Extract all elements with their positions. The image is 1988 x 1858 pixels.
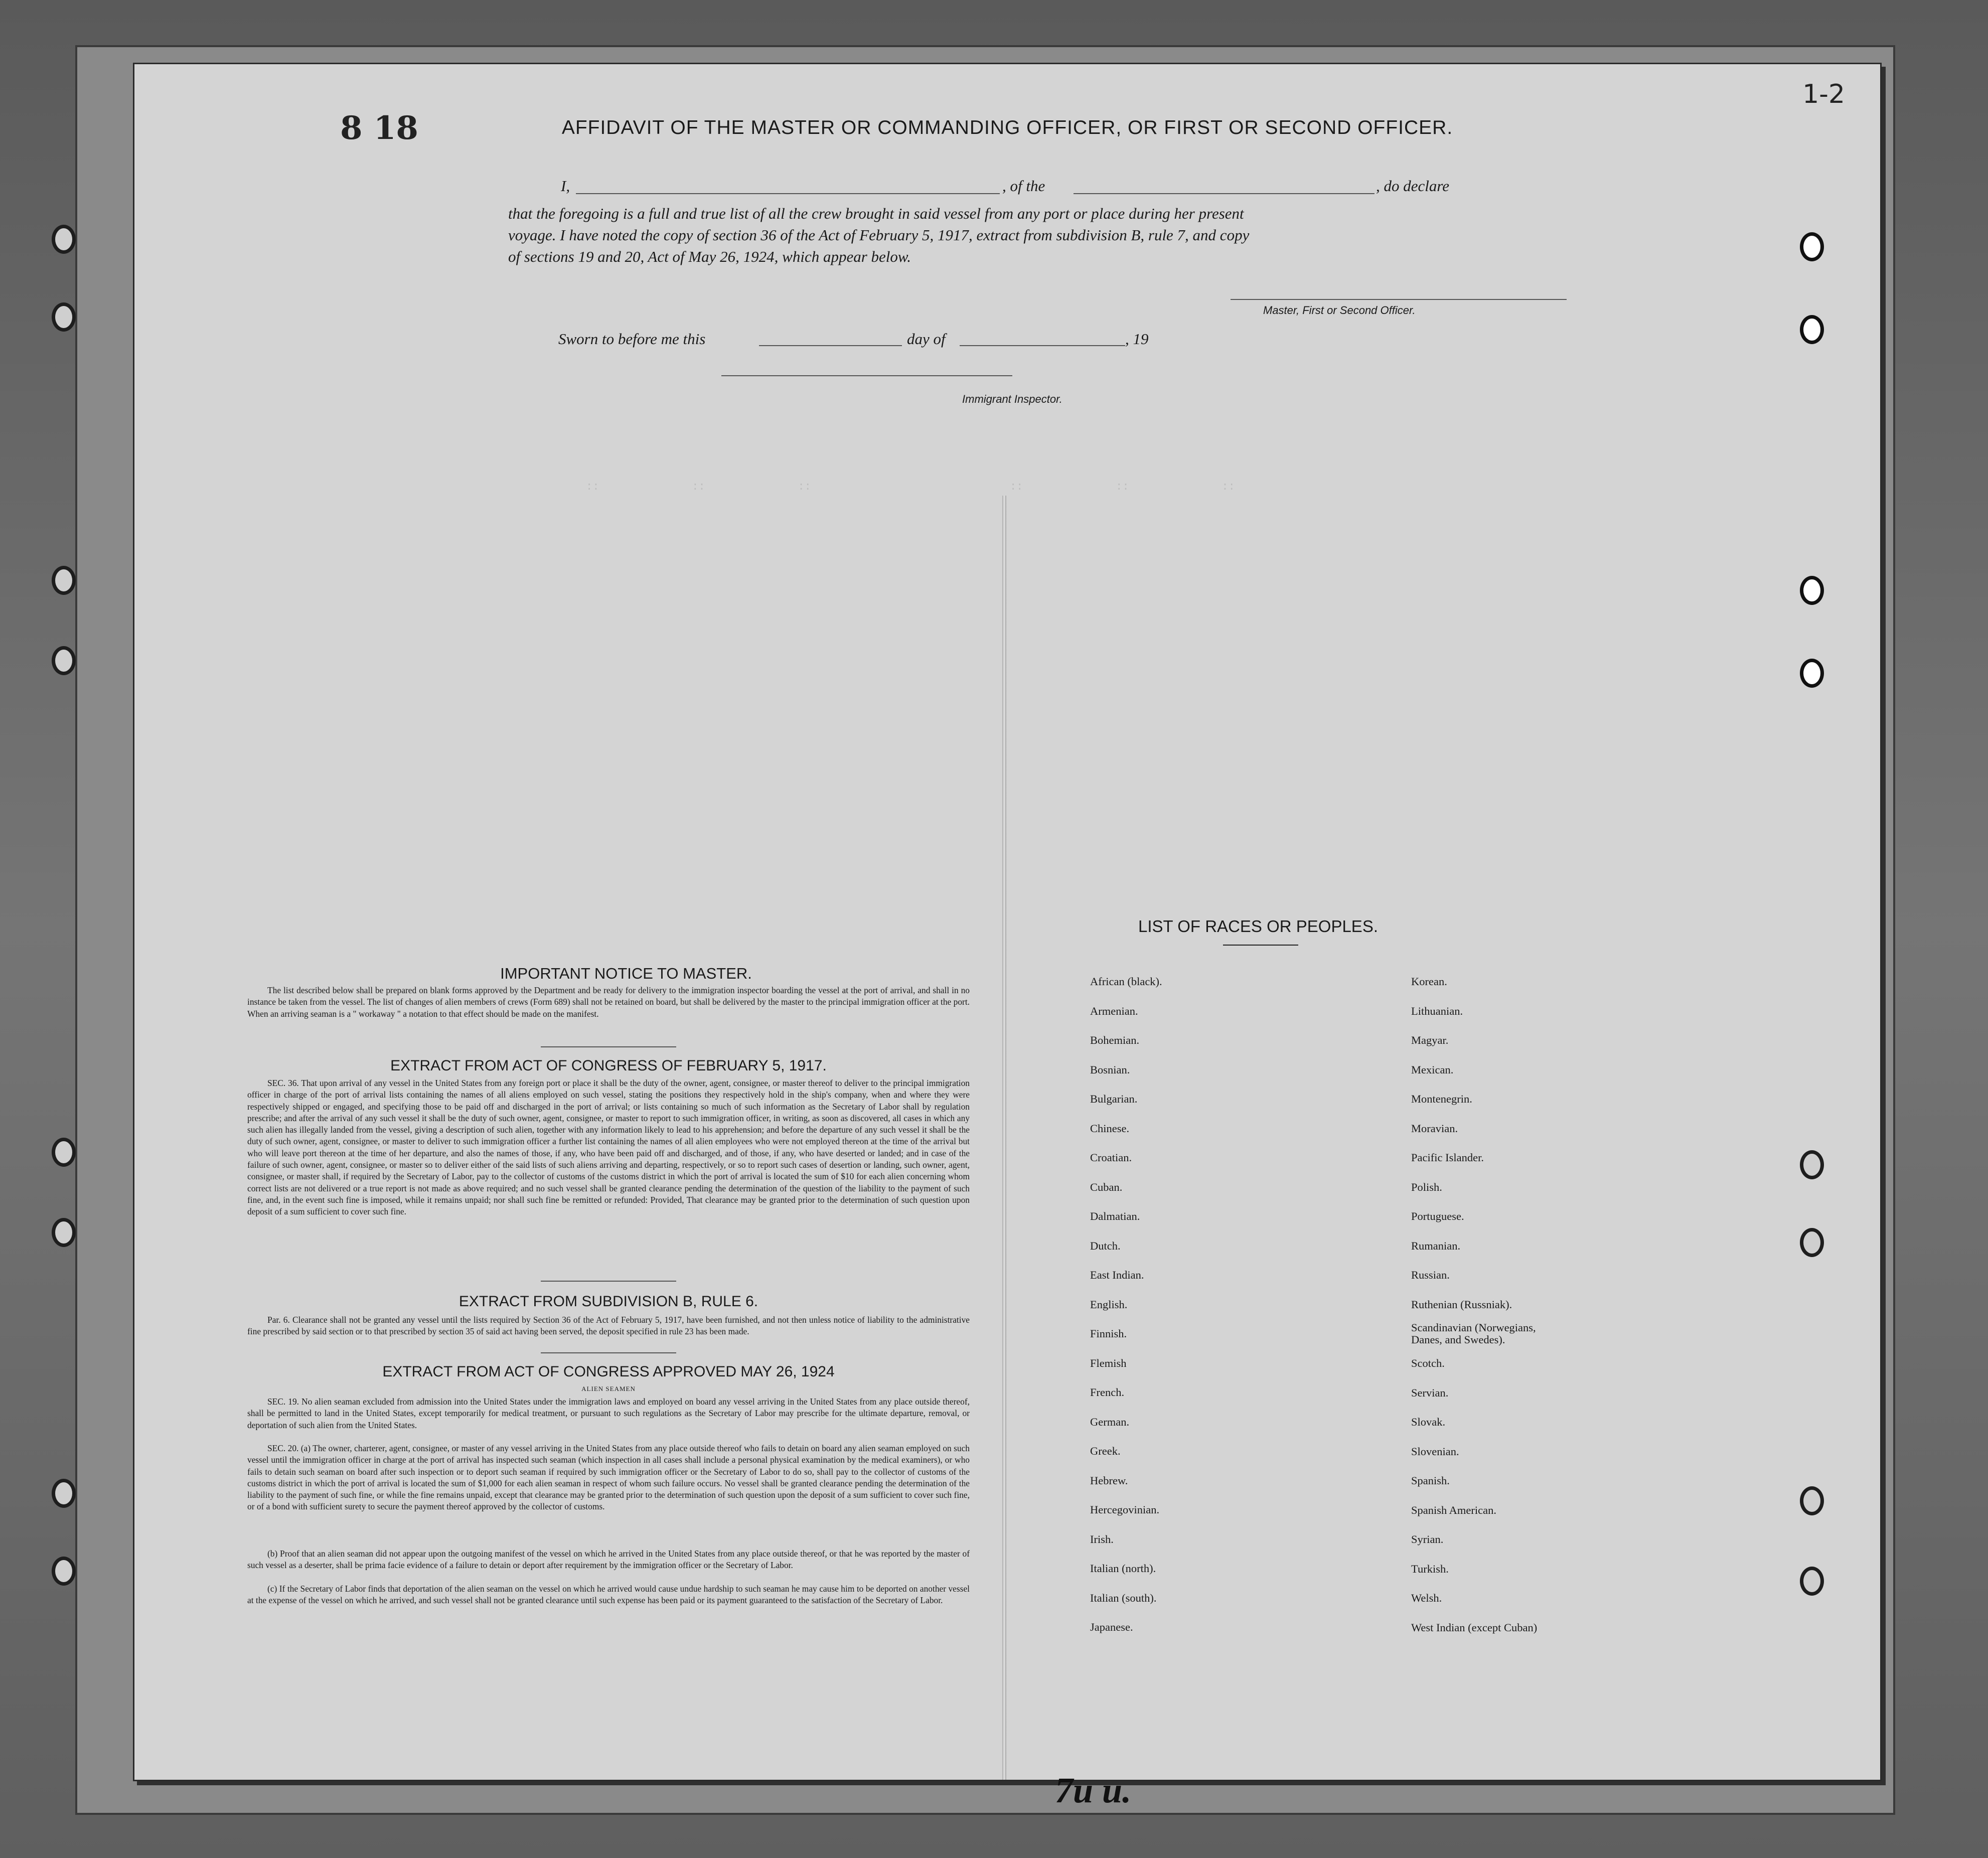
binder-hole-icon [52, 646, 76, 675]
binder-hole-icon [52, 1218, 76, 1247]
corner-page-number: 1-2 [1802, 79, 1845, 109]
race-item: Welsh. [1411, 1592, 1442, 1604]
extract-1917-title: EXTRACT FROM ACT OF CONGRESS OF FEBRUARY 5, 1917. [390, 1057, 827, 1074]
binder-hole-icon [1800, 1567, 1824, 1596]
page-fold [1002, 496, 1006, 1780]
extract-1924-sec20b: (b) Proof that an alien seaman did not appear upon the outgoing manifest of the vessel on which he arrived in the United States from any place outside thereof, or that he was reported by the master of such vessel as a deserter, shall be prima facie evidence of a failure to detain or deport after requirement by the immigration officer or the Secretary of Labor. [247, 1549, 970, 1571]
race-item: Bosnian. [1090, 1063, 1130, 1076]
separator-rule [541, 1046, 676, 1047]
race-item: Slovak. [1411, 1416, 1446, 1428]
sworn-day-blank [759, 345, 902, 346]
race-item: Servian. [1411, 1386, 1449, 1399]
race-item: Scandinavian (Norwegians, Danes, and Swedes). [1411, 1321, 1536, 1346]
binder-hole-icon [52, 1138, 76, 1167]
race-item: Italian (north). [1090, 1562, 1156, 1575]
extract-1917-text: SEC. 36. That upon arrival of any vessel in the United States from any foreign port or place it shall be the duty of the owner, agent, consignee, or master thereof to deliver to the principal immigration officer in charge of the port of arrival lists containing the names of all aliens employed on such vessel, stating the positions they respectively hold in the ship's company, when and where they were respectively shipped or engaged, and specifying those to be paid off and discharged in the port of arrival; or lists containing so much of such information as the Secretary of Labor shall by regulation prescribe; and after the arrival of any such vessel it shall be the duty of such owner, agent, consignee, or master to report to such immigration officer, in writing, as soon as discovered, all cases in which any such alien has illegally landed from the vessel, giving a description of such alien, together with any information likely to lead to his apprehension; and before the departure of any such vessel it shall be the duty of such owner, agent, consignee, or master to deliver to such immigration officer a further list containing the names of all alien employees who were not employed thereon at the time of the arrival but who will leave port thereon at the time of her departure, and also the names of those, if any, who have been paid off and discharged, and of those, if any, who have deserted or landed; and in case of the failure of such owner, agent, consignee, or master so to deliver either of the said lists of such aliens arriving and departing, respectively, or so to report such cases of desertion or landing, such owner, agent, consignee, or master shall, if required by the Secretary of Labor, pay to the collector of customs of the customs district in which the port of arrival is located the sum of $10 for each alien concerning whom correct lists are not delivered or a true report is not made as above required; and no such vessel shall be granted clearance pending the determination of the question of the liability to the payment of such fine, and, in the event such fine is imposed, while it remains unpaid; nor shall such fine be remitted or refunded: Provided, That clearance may be granted prior to the determination of such question upon deposit of a sum sufficient to cover such fine. [247, 1078, 970, 1217]
binder-hole-icon [52, 225, 76, 254]
extract-1924-subtitle: ALIEN SEAMEN [581, 1385, 636, 1392]
race-item: Cuban. [1090, 1180, 1123, 1193]
sworn-month-blank [960, 345, 1125, 346]
affidavit-line1-start: I, [561, 177, 570, 195]
race-item: Pacific Islander. [1411, 1151, 1484, 1164]
separator-rule [541, 1281, 676, 1282]
races-title-rule [1223, 945, 1298, 946]
affidavit-line4: of sections 19 and 20, Act of May 26, 1924, which appear below. [508, 248, 911, 265]
binder-hole-icon [52, 566, 76, 595]
races-column-2 [1411, 967, 1537, 1642]
inspector-signature-label: Immigrant Inspector. [962, 393, 1062, 405]
race-item: Russian. [1411, 1269, 1450, 1281]
race-item: Portuguese. [1411, 1210, 1464, 1222]
master-signature-line [1231, 299, 1567, 300]
binder-hole-icon [1800, 1486, 1824, 1515]
race-item: West Indian (except Cuban) [1411, 1621, 1538, 1634]
race-item: Irish. [1090, 1532, 1114, 1545]
race-item: Hebrew. [1090, 1474, 1128, 1487]
race-item: Italian (south). [1090, 1591, 1157, 1604]
extract-1924-title: EXTRACT FROM ACT OF CONGRESS APPROVED MAY 26, 1924 [382, 1363, 835, 1380]
race-item: Bohemian. [1090, 1034, 1140, 1046]
race-item: Greek. [1090, 1445, 1121, 1457]
race-item: Turkish. [1411, 1562, 1449, 1575]
sworn-text-end: , 19 [1125, 330, 1149, 348]
race-item: Magyar. [1411, 1034, 1449, 1046]
extract-1924-sec20a: SEC. 20. (a) The owner, charterer, agent, consignee, or master of any vessel arriving in the United States from any place outside thereof who fails to detain on board any alien seaman employed on such vessel until the immigration officer in charge at the port of arrival has inspected such seaman (which inspection in all cases shall include a personal physical examination by the medical examiners), or who fails to detain such seaman on board after such inspection or to deport such seaman if required by such immigration officer or the Secretary of Labor to do so, shall pay to the collector of customs of the customs district in which the port of arrival is located the sum of $1,000 for each alien seaman in respect of whom such failure occurs. No vessel shall be granted clearance pending the determination of the liability to the payment of such fine, or while the fine remains unpaid, except that clearance may be granted prior to the determination of such question upon the deposit of a sum sufficient to cover such fine, or of a bond with sufficient surety to secure the payment thereof approved by the collector of customs. [247, 1443, 970, 1512]
races-title: LIST OF RACES OR PEOPLES. [1138, 917, 1379, 936]
race-item: Bulgarian. [1090, 1093, 1138, 1105]
race-item: Chinese. [1090, 1122, 1130, 1135]
race-item: French. [1090, 1386, 1125, 1399]
race-item: Scotch. [1411, 1357, 1445, 1369]
extract-1924-sec20c: (c) If the Secretary of Labor finds that deportation of the alien seaman on the vessel on which he arrived would cause undue hardship to such seaman he may cause him to be deported on another vessel at the expense of the vessel on which he arrived, and such vessel shall not be granted clearance until such expense has been paid or its payment guaranteed to the satisfaction of the Secretary of Labor. [247, 1584, 970, 1606]
binder-hole-icon [1800, 659, 1824, 688]
race-item: Japanese. [1090, 1621, 1133, 1633]
binder-hole-icon [52, 302, 76, 332]
sworn-text-mid: day of [907, 330, 946, 348]
race-item: East Indian. [1090, 1269, 1144, 1281]
affidavit-line1-end: , do declare [1376, 177, 1450, 195]
race-item: Hercegovinian. [1090, 1503, 1160, 1516]
affidavit-line2: that the foregoing is a full and true list of all the crew brought in said vessel from any port or place during her present [508, 205, 1244, 222]
race-item: Montenegrin. [1411, 1093, 1472, 1105]
race-item: Mexican. [1411, 1063, 1454, 1076]
binder-hole-icon [1800, 232, 1824, 261]
extract-rule6-text: Par. 6. Clearance shall not be granted any vessel until the lists required by Section 36 of the Act of February 5, 1917, have been furnished, and not then unless notice of liability to the administrative fine prescribed by said section or to that prescribed by section 35 of said act having been served, the deposit specified in rule 23 has been made. [247, 1315, 970, 1337]
binder-hole-icon [1800, 315, 1824, 344]
affidavit-title: AFFIDAVIT OF THE MASTER OR COMMANDING OFFICER, OR FIRST OR SECOND OFFICER. [561, 117, 1453, 138]
affidavit-line3: voyage. I have noted the copy of section 36 of the Act of February 5, 1917, extract from subdivision B, rule 7, and copy [508, 226, 1250, 244]
bleed-through-marks: :: :: :: :: :: :: [586, 481, 1235, 493]
race-item: Flemish [1090, 1356, 1127, 1369]
race-item: Rumanian. [1411, 1239, 1461, 1252]
binder-hole-icon [1800, 576, 1824, 605]
race-item: Polish. [1411, 1180, 1442, 1193]
notice-title: IMPORTANT NOTICE TO MASTER. [500, 965, 752, 982]
race-item: Croatian. [1090, 1151, 1132, 1164]
race-item: Spanish. [1411, 1474, 1450, 1487]
race-item: German. [1090, 1415, 1130, 1428]
binder-hole-icon [1800, 1150, 1824, 1179]
affidavit-line1-mid: , of the [1002, 177, 1045, 195]
race-item: Spanish American. [1411, 1503, 1496, 1516]
vessel-blank-line [1074, 193, 1374, 194]
race-item: Syrian. [1411, 1533, 1444, 1545]
binder-hole-icon [52, 1557, 76, 1586]
separator-rule [541, 1352, 676, 1353]
race-item: African (black). [1090, 975, 1162, 988]
sworn-text-start: Sworn to before me this [558, 330, 706, 348]
binder-hole-icon [1800, 1228, 1824, 1257]
race-item: Slovenian. [1411, 1445, 1459, 1458]
race-item: Finnish. [1090, 1327, 1127, 1340]
extract-rule6-title: EXTRACT FROM SUBDIVISION B, RULE 6. [458, 1293, 758, 1310]
race-item: Ruthenian (Russniak). [1411, 1298, 1512, 1311]
handwritten-mark-top: 8 18 [340, 109, 418, 147]
race-item: Dalmatian. [1090, 1210, 1140, 1222]
race-item: Dutch. [1090, 1239, 1121, 1252]
affidavit-page [133, 63, 1882, 1810]
races-column-1 [1090, 967, 1162, 1642]
notice-text: The list described below shall be prepared on blank forms approved by the Department and be ready for delivery to the immigration inspector boarding the vessel at the port of arrival, and shall in no instance be taken from the vessel. The list of changes of alien members of crews (Form 689) shall not be retained on board, but shall be delivered by the master to the principal immigration officer at the port. When an arriving seaman is a " workaway " a notation to that effect should be made on the manifest. [247, 985, 970, 1019]
binder-hole-icon [52, 1479, 76, 1508]
race-item: Moravian. [1411, 1122, 1458, 1135]
race-item: Armenian. [1090, 1004, 1138, 1017]
name-blank-line [576, 193, 1000, 194]
master-signature-label: Master, First or Second Officer. [1263, 304, 1416, 317]
race-item: Lithuanian. [1411, 1004, 1463, 1017]
race-item: Korean. [1411, 975, 1447, 988]
inspector-signature-line [721, 375, 1012, 376]
handwritten-mark-bottom: 7u u. [1055, 1770, 1132, 1810]
extract-1924-sec19: SEC. 19. No alien seaman excluded from admission into the United States under the immigration laws and employed on board any vessel arriving in the United States from any place outside thereof, shall be permitted to land in the United States, except temporarily for medical treatment, or pursuant to such regulations as the Secretary of Labor may prescribe for the ultimate departure, removal, or deportation of such alien from the United States. [247, 1397, 970, 1430]
race-item: English. [1090, 1298, 1128, 1311]
